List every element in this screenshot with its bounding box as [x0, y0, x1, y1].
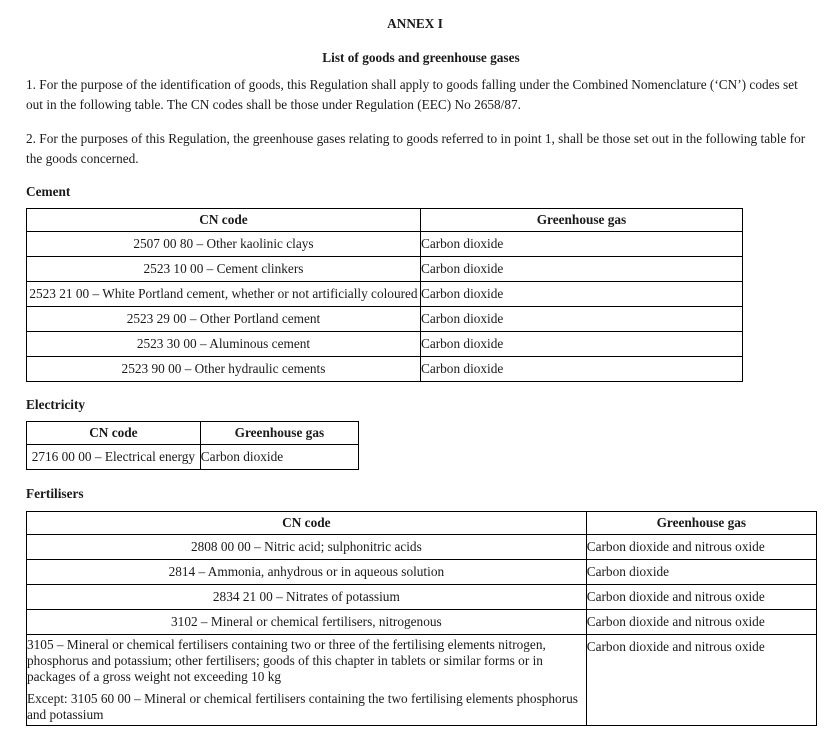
table-row — [27, 560, 817, 585]
table-row — [27, 257, 743, 282]
cn-code-cell: 3102 – Mineral or chemical fertilisers, nitrogenous — [27, 610, 587, 635]
table-row — [27, 307, 743, 332]
document-subtitle: List of goods and greenhouse gases — [322, 50, 520, 65]
cn-code-cell: 2507 00 80 – Other kaolinic clays — [27, 232, 421, 257]
column-header-cn-code: CN code — [27, 512, 587, 535]
greenhouse-gas-cell: Carbon dioxide — [200, 445, 358, 470]
cn-code-cell: 2523 29 00 – Other Portland cement — [27, 307, 421, 332]
cn-code-cell: 2523 90 00 – Other hydraulic cements — [27, 357, 421, 382]
column-header-greenhouse-gas: Greenhouse gas — [586, 512, 816, 535]
cn-code-cell: 2834 21 00 – Nitrates of potassium — [27, 585, 587, 610]
table-row — [27, 610, 817, 635]
greenhouse-gas-cell: Carbon dioxide and nitrous oxide — [586, 610, 816, 635]
greenhouse-gas-cell: Carbon dioxide and nitrous oxide — [586, 635, 816, 726]
column-header-greenhouse-gas: Greenhouse gas — [420, 209, 742, 232]
table-row — [27, 585, 817, 610]
table-row — [27, 332, 743, 357]
greenhouse-gas-cell: Carbon dioxide — [420, 282, 742, 307]
fertilisers-table — [26, 511, 817, 726]
greenhouse-gas-cell: Carbon dioxide and nitrous oxide — [586, 535, 816, 560]
table-row — [27, 535, 817, 560]
greenhouse-gas-cell: Carbon dioxide — [420, 232, 742, 257]
greenhouse-gas-cell: Carbon dioxide — [420, 332, 742, 357]
cn-code-cell: 2808 00 00 – Nitric acid; sulphonitric acids — [27, 535, 587, 560]
table-row — [27, 445, 359, 470]
annex-title: ANNEX I — [387, 16, 443, 31]
table-header-row — [27, 422, 359, 445]
table-header-row — [27, 209, 743, 232]
table-row — [27, 282, 743, 307]
paragraph-2: 2. For the purposes of this Regulation, the greenhouse gases relating to goods referred to in point 1, shall be those set out in the following table for the goods concerned. — [26, 131, 806, 166]
greenhouse-gas-cell: Carbon dioxide — [420, 257, 742, 282]
cn-code-cell — [27, 635, 587, 726]
cn-code-exception: Except: 3105 60 00 – Mineral or chemical fertilisers containing the two fertilising elements phosphorus and potassium — [27, 691, 578, 722]
section-heading-cement: Cement — [26, 184, 71, 199]
column-header-cn-code: CN code — [27, 422, 201, 445]
section-heading-fertilisers: Fertilisers — [26, 486, 84, 501]
greenhouse-gas-cell: Carbon dioxide — [420, 307, 742, 332]
cn-code-cell: 2523 30 00 – Aluminous cement — [27, 332, 421, 357]
cement-table — [26, 208, 743, 382]
table-row — [27, 357, 743, 382]
table-header-row — [27, 512, 817, 535]
greenhouse-gas-cell: Carbon dioxide and nitrous oxide — [586, 585, 816, 610]
column-header-cn-code: CN code — [27, 209, 421, 232]
section-heading-electricity: Electricity — [26, 397, 86, 412]
cn-code-cell: 2523 10 00 – Cement clinkers — [27, 257, 421, 282]
table-row — [27, 635, 817, 726]
cn-code-cell: 2814 – Ammonia, anhydrous or in aqueous solution — [27, 560, 587, 585]
cn-code-cell: 2523 21 00 – White Portland cement, whether or not artificially coloured — [27, 282, 421, 307]
greenhouse-gas-cell: Carbon dioxide — [586, 560, 816, 585]
cn-code-text: 3105 – Mineral or chemical fertilisers containing two or three of the fertilising elements nitrogen, phosphorus and potassium; other fertilisers; goods of this chapter in tablets or similar forms or in packages of a gross weight not exceeding 10 kg — [27, 637, 546, 684]
table-row — [27, 232, 743, 257]
greenhouse-gas-cell: Carbon dioxide — [420, 357, 742, 382]
paragraph-1: 1. For the purpose of the identification of goods, this Regulation shall apply to goods falling under the Combined Nomenclature (‘CN’) codes set out in the following table. The CN codes shall be those under Regulation (EEC) No 2658/87. — [26, 77, 798, 112]
column-header-greenhouse-gas: Greenhouse gas — [200, 422, 358, 445]
cn-code-cell: 2716 00 00 – Electrical energy — [27, 445, 201, 470]
electricity-table — [26, 421, 359, 470]
